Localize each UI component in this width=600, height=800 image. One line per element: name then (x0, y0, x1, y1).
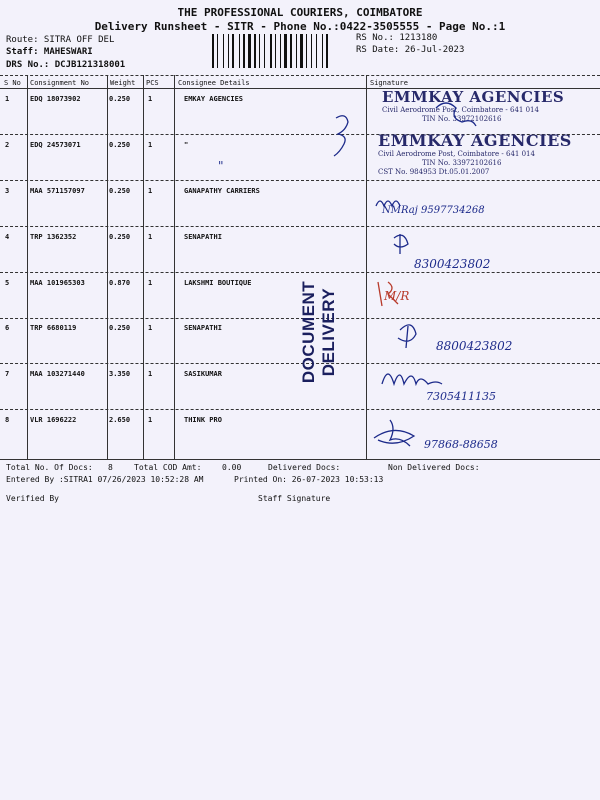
cell-weight: 0.250 (109, 233, 131, 241)
cell-weight: 0.250 (109, 324, 131, 332)
cell-consignment-no: EDQ 24573071 (30, 141, 81, 149)
ditto-mark: " (218, 159, 224, 173)
cell-consignee: LAKSHMI BOUTIQUE (184, 279, 252, 287)
cell-consignee: " (184, 141, 189, 149)
handwritten-phone: 8300423802 (414, 257, 491, 271)
verified-by: Verified By (6, 494, 59, 503)
cell-sno: 6 (5, 324, 10, 332)
handwritten-initials: M/R (384, 289, 410, 303)
printed-on: Printed On: 26-07-2023 10:53:13 (234, 475, 384, 484)
cell-pcs: 1 (148, 187, 153, 195)
cell-pcs: 1 (148, 416, 153, 424)
route-label: Route: SITRA OFF DEL (6, 35, 115, 45)
cell-sno: 5 (5, 279, 10, 287)
col-header-consignment: Consignment No (30, 79, 90, 87)
cell-consignee: SENAPATHI (184, 324, 222, 332)
cell-pcs: 1 (148, 324, 153, 332)
cell-sno: 3 (5, 187, 10, 195)
cell-sno: 1 (5, 95, 10, 103)
cell-consignee: GANAPATHY CARRIERS (184, 187, 260, 195)
cell-sno: 7 (5, 370, 10, 378)
col-header-sno: S No (4, 79, 21, 87)
staff-label: Staff: MAHESWARI (6, 47, 93, 57)
document-delivery-stamp: DOCUMENT DELIVERY (299, 280, 338, 384)
cell-consignment-no: MAA 103271440 (30, 370, 85, 378)
cell-pcs: 1 (148, 370, 153, 378)
cell-weight: 0.870 (109, 279, 131, 287)
cell-sno: 2 (5, 141, 10, 149)
cell-consignment-no: VLR 1696222 (30, 416, 77, 424)
cell-pcs: 1 (148, 233, 153, 241)
staff-signature: Staff Signature (258, 494, 331, 503)
company-stamp: EMMKAY AGENCIES Civil Aerodrome Post, Coimbatore - 641 014 TIN No. 33972102616 CST No. 984953 Dt.05.01.2007 (378, 131, 572, 176)
cell-pcs: 1 (148, 141, 153, 149)
runsheet-subtitle: Delivery Runsheet - SITR - Phone No.:0422-3505555 - Page No.:1 (94, 20, 506, 33)
cell-consignment-no: EDQ 18073902 (30, 95, 81, 103)
cell-consignee: SENAPATHI (184, 233, 222, 241)
cell-sno: 8 (5, 416, 10, 424)
entered-by: Entered By :SITRA1 07/26/2023 10:52:28 AM (6, 475, 204, 484)
drs-number: DRS No.: DCJB121318001 (6, 60, 126, 70)
company-stamp: EMMKAY AGENCIES Civil Aerodrome Post, Coimbatore - 641 014 TIN No. 33972102616 (382, 88, 565, 123)
cell-consignment-no: TRP 6680119 (30, 324, 77, 332)
cell-pcs: 1 (148, 95, 153, 103)
col-header-weight: Weight (110, 79, 136, 87)
col-header-consignee: Consignee Details (178, 79, 250, 87)
rs-date: RS Date: 26-Jul-2023 (356, 45, 465, 55)
cell-consignment-no: TRP 1362352 (30, 233, 77, 241)
cell-consignment-no: MAA 571157097 (30, 187, 85, 195)
cell-weight: 0.250 (109, 95, 131, 103)
footer-divider (0, 459, 600, 460)
non-delivered-docs-label: Non Delivered Docs: (388, 463, 480, 472)
cell-weight: 3.350 (109, 370, 131, 378)
rs-number: RS No.: 1213180 (356, 33, 438, 43)
cell-consignee: SASIKUMAR (184, 370, 222, 378)
handwritten-phone: 8800423802 (436, 339, 513, 353)
handwritten-name-phone: NMRaj 9597734268 (382, 205, 485, 216)
cell-weight: 2.650 (109, 416, 131, 424)
col-header-pcs: PCS (146, 79, 159, 87)
cell-consignment-no: MAA 101965303 (30, 279, 85, 287)
cell-weight: 0.250 (109, 141, 131, 149)
total-cod-label: Total COD Amt: (134, 463, 202, 472)
handwritten-phone: 7305411135 (426, 390, 496, 403)
col-header-signature: Signature (370, 79, 408, 87)
cell-consignee: EMKAY AGENCIES (184, 95, 244, 103)
total-docs-label: Total No. Of Docs: (6, 463, 93, 472)
runsheet-company-title: THE PROFESSIONAL COURIERS, COIMBATORE (177, 6, 423, 19)
total-cod-value: 0.00 (222, 463, 242, 472)
cell-consignee: THINK PRO (184, 416, 222, 424)
cell-sno: 4 (5, 233, 10, 241)
cell-weight: 0.250 (109, 187, 131, 195)
handwritten-phone: 97868-88658 (424, 438, 498, 451)
delivered-docs-label: Delivered Docs: (268, 463, 341, 472)
cell-pcs: 1 (148, 279, 153, 287)
total-docs-value: 8 (108, 463, 113, 472)
